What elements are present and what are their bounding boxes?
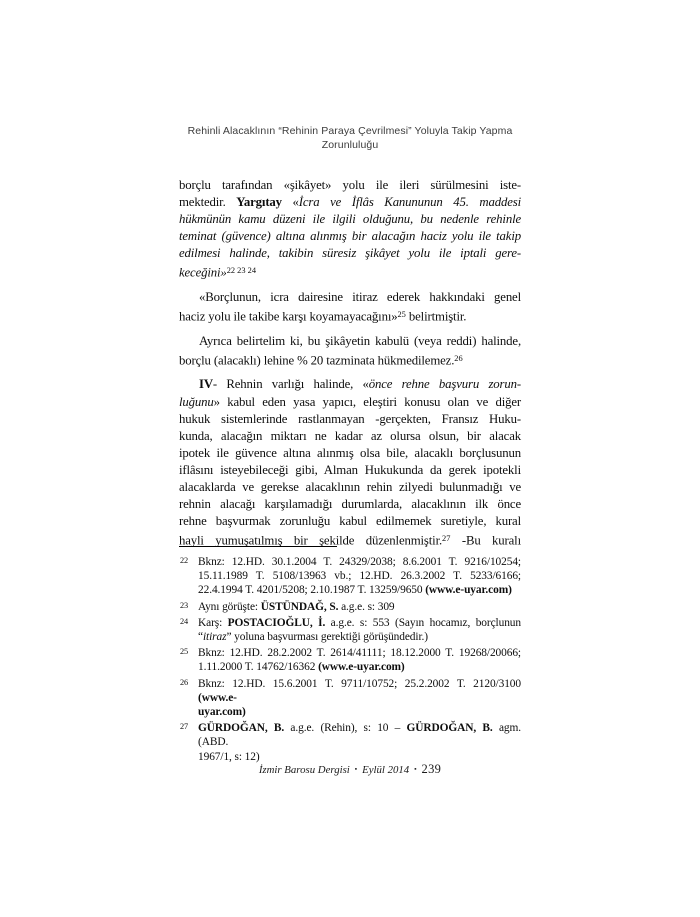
body-line (179, 479, 521, 496)
text-run: teminat (güvence) altına alınmış bir alacağın haciz yolu ile takip (179, 229, 521, 244)
text-run: rehnin alacağı karşılamadığı durumlarda, alacaklının ilk önce (179, 497, 521, 512)
page-number: 239 (421, 762, 442, 776)
body-line (179, 394, 521, 411)
text-run: itiraz (202, 631, 227, 644)
text-run: « (281, 195, 299, 210)
body-line (179, 496, 521, 513)
text-run: a.g.e. s: 553 (Sayın hocamız, borçlunun (325, 616, 521, 629)
text-run: İcra ve İflâs Kanununun 45. maddesi (298, 195, 521, 210)
footnote-line (198, 569, 521, 583)
footnote-line (198, 583, 521, 597)
text-run: ipotek ile güvence altına alınmış olsa bile, alacaklı borçlusunun (179, 445, 521, 460)
text-run: belirtmiştir. (405, 309, 467, 324)
article-body (179, 177, 521, 550)
text-run: keceğini» (179, 265, 227, 280)
text-run: «Borçlunun, icra dairesine itiraz ederek hakkındaki genel (199, 290, 521, 305)
paragraph (179, 333, 521, 370)
body-line (179, 245, 521, 262)
text-run: kunda, alacağın miktarı ne kadar az olursa olsun, bir alacak (179, 428, 521, 443)
footnote-number: 23 (180, 600, 189, 610)
footnote-number: 27 (180, 722, 189, 732)
text-run: hukuk sistemlerinde rastlanmayan -gerçekten, Fransız Huku- (179, 411, 521, 426)
text-run: edilmesi halinde, takibin süresiz şikâyet yolu ile iptali gere- (179, 246, 521, 261)
body-line (179, 376, 521, 393)
footnote-line (198, 555, 521, 569)
body-line (179, 350, 521, 370)
footnote-line (198, 646, 521, 660)
text-run: a.g.e. s: 309 (338, 600, 395, 613)
footnote-line (198, 721, 521, 749)
text-run: Yargıtay (236, 195, 282, 210)
footnote-reference: 27 (442, 534, 451, 544)
footnote-reference: 22 23 24 (226, 266, 256, 276)
text-run: 1967/1, s: 12) (198, 750, 260, 763)
text-run: 15.11.1989 T. 5108/13963 vb.; 12.HD. 26.3.2002 T. 5233/6166; (198, 570, 521, 583)
text-run: (www.e-uyar.com) (425, 584, 512, 597)
text-run: POSTACIOĞLU, İ. (227, 616, 326, 629)
text-run: alacaklarda ve gerekse alacaklının rehin zilyedi bulunmadığı ve (179, 480, 521, 494)
text-run: IV (199, 377, 213, 392)
text-run: » kabul eden yasa yapıcı, eleştiri konusu olan ve diğer (213, 394, 521, 409)
text-run: ” yoluna başvurması gerektiği görüşündedir.) (226, 631, 428, 644)
text-run: -Bu kuralı (450, 533, 521, 548)
footnote-line (198, 600, 521, 614)
issue-date: Eylül 2014 (362, 764, 410, 776)
text-run: Aynı görüşte: (198, 600, 261, 613)
footnote (179, 677, 521, 720)
footnote-line (198, 660, 521, 674)
body-line (179, 194, 521, 211)
body-line (179, 462, 521, 479)
footnote-line (198, 630, 521, 644)
footnote-separator (179, 546, 337, 547)
text-run: hayli yumuşatılmış bir şekilde düzenlenmiştir. (179, 533, 443, 548)
footnote (179, 600, 521, 614)
body-line (179, 306, 521, 326)
text-run: uyar.com) (198, 706, 246, 719)
footnote-line (198, 705, 521, 719)
text-run: ÜSTÜNDAĞ, S. (260, 600, 339, 613)
footnote (179, 616, 521, 644)
text-run: Bknz: 12.HD. 28.2.2002 T. 2614/41111; 18.12.2000 T. 19268/20066; (198, 647, 521, 660)
text-run: (www.e-uyar.com) (318, 661, 405, 674)
footnote-reference: 25 (397, 310, 406, 320)
footnote (179, 721, 521, 764)
body-line (179, 513, 521, 530)
text-run: (www.e- (198, 691, 237, 704)
paragraph (179, 177, 521, 282)
body-line (179, 411, 521, 428)
text-run: Bknz: 12.HD. 30.1.2004 T. 24329/2038; 8.6.2001 T. 9216/10254; (198, 556, 521, 568)
text-run: önce rehne başvuru zorun- (368, 377, 521, 392)
paragraph (179, 376, 521, 549)
text-run: haciz yolu ile takibe karşı koyamayacağını» (179, 309, 398, 324)
text-run: a.g.e. (Rehin), s: 10 – (284, 722, 407, 735)
text-run: luğunu (179, 394, 214, 409)
text-run: Karş: (198, 616, 228, 629)
text-run: GÜRDOĞAN, B. (198, 722, 285, 735)
text-run: rehne başvurmak zorunluğu kabul edilmemek suretiyle, kural (179, 514, 521, 529)
footnote-number: 24 (180, 616, 189, 626)
text-run: borçlu (alacaklı) lehine % 20 tazminata hükmedilemez. (179, 353, 455, 368)
footnote-number: 25 (180, 647, 189, 657)
body-line (179, 428, 521, 445)
journal-name: İzmir Barosu Dergisi (258, 764, 350, 776)
text-run: “ (198, 631, 203, 644)
text-run: Ayrıca belirtelim ki, bu şikâyetin kabulü (veya reddi) halinde, (199, 333, 521, 348)
body-line (179, 289, 521, 306)
footnote-line (198, 616, 521, 630)
square-bullet-icon: ▪ (414, 766, 417, 773)
text-run: 22.4.1994 T. 4201/5208; 2.10.1987 T. 13259/9650 (198, 584, 426, 597)
text-run: iflâsını isteyebileceği gibi, Alman Hukukunda da gerek ipotekli (179, 462, 521, 477)
body-line (179, 262, 521, 282)
body-line (179, 333, 521, 350)
text-run: borçlu tarafından «şikâyet» yolu ile ileri sürülmesini iste- (179, 178, 521, 192)
running-header-line2: Zorunluluğu (321, 139, 379, 151)
footnote-number: 22 (180, 556, 189, 565)
running-header (60, 124, 640, 152)
footnote (179, 646, 521, 674)
running-header-line1: Rehinli Alacaklının “Rehinin Paraya Çevrilmesi” Yoluyla Takip Yapma (187, 125, 513, 137)
page-footer (0, 762, 700, 777)
text-run: 1.11.2000 T. 14762/16362 (198, 661, 319, 674)
text-run: Bknz: 12.HD. 15.6.2001 T. 9711/10752; 25.2.2002 T. 2120/3100 (198, 677, 521, 690)
square-bullet-icon: ▪ (354, 766, 358, 773)
body-line (179, 177, 521, 194)
paragraph (179, 289, 521, 326)
body-line (179, 228, 521, 245)
text-run: mektedir. (179, 195, 237, 210)
body-line (179, 445, 521, 462)
text-run: GÜRDOĞAN, B. (406, 722, 493, 735)
footnote-reference: 26 (454, 353, 463, 363)
text-run: agm. (ABD. (198, 722, 522, 749)
text-run: - Rehnin varlığı halinde, « (212, 377, 369, 392)
footnotes-section (179, 555, 521, 764)
body-line (179, 211, 521, 228)
footnote-number: 26 (180, 677, 189, 687)
footnote (179, 555, 521, 598)
footnote-line (198, 677, 521, 705)
text-run: hükmünün kamu düzeni ile ilgili olduğunu, bu nedenle rehinle (179, 212, 521, 227)
